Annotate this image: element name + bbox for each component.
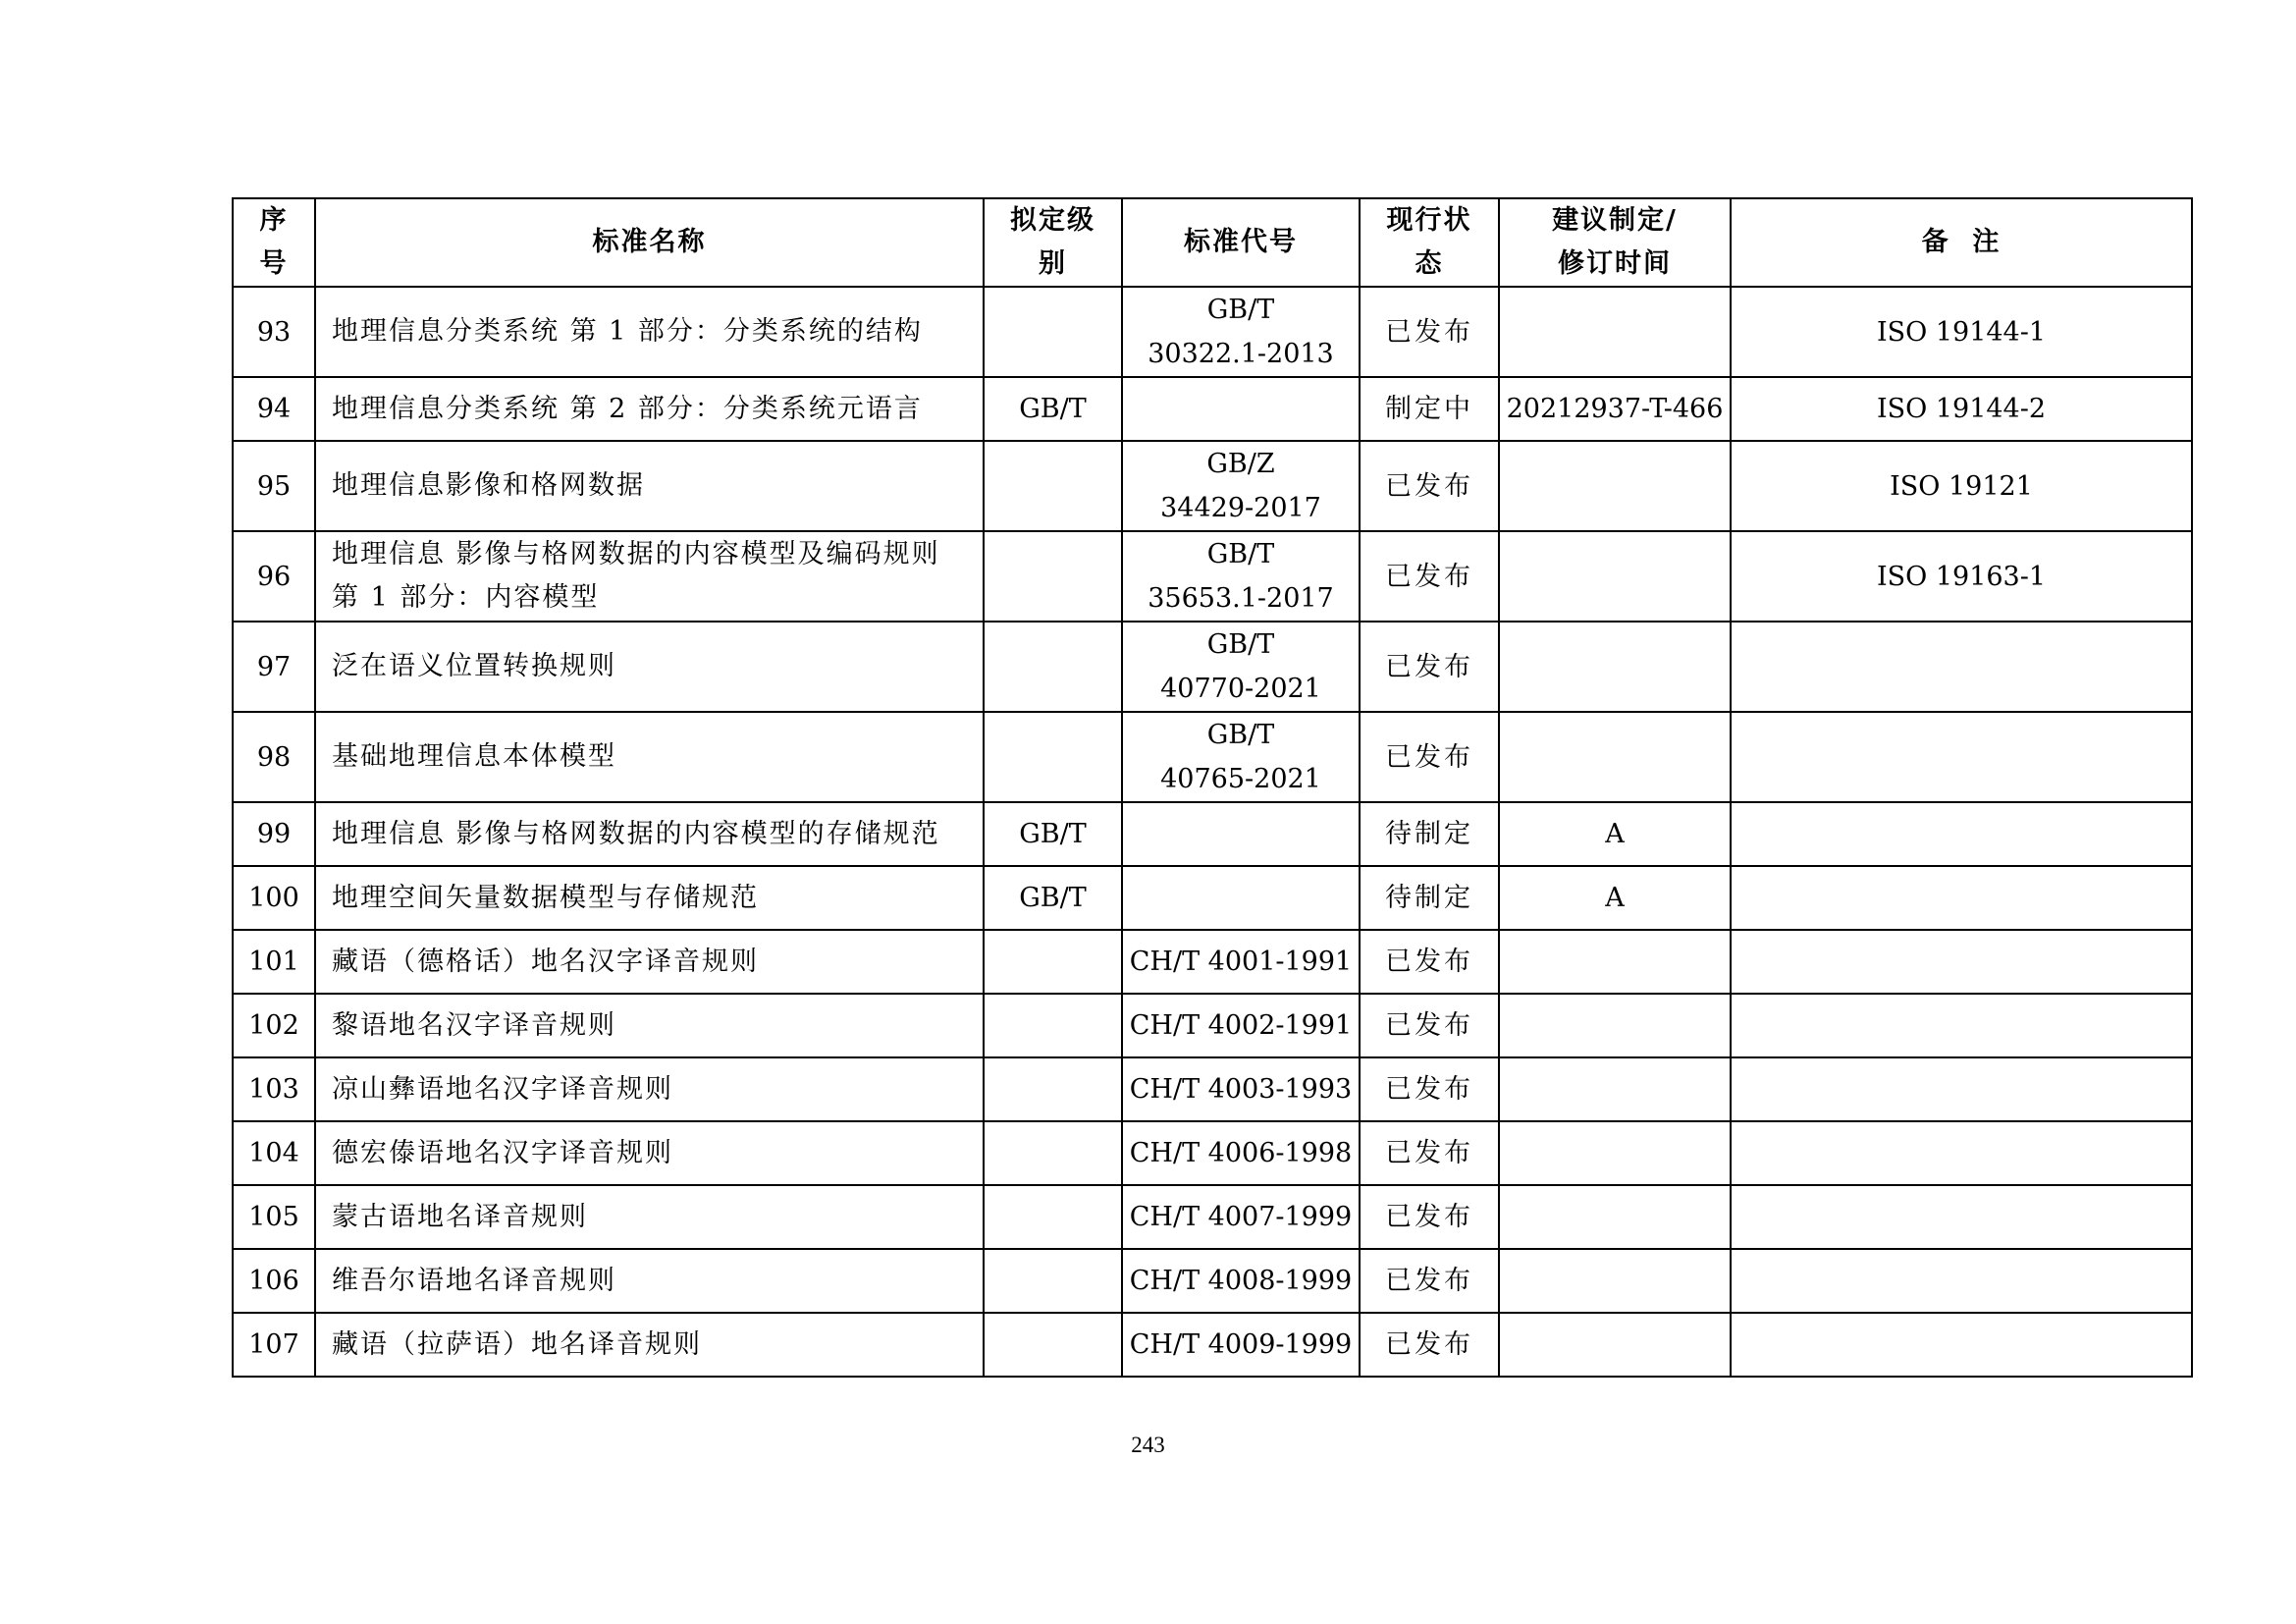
table-row	[233, 866, 2192, 930]
cell-note	[1731, 994, 2192, 1057]
table-row	[233, 1057, 2192, 1121]
cell-code-line2: 40770-2021	[1160, 674, 1321, 704]
cell-time	[1499, 441, 1731, 531]
cell-time	[1499, 1313, 1731, 1377]
cell-code	[1122, 441, 1360, 531]
table-row	[233, 531, 2192, 622]
cell-name: 凉山彝语地名汉字译音规则	[315, 1057, 984, 1121]
cell-code	[1122, 531, 1360, 622]
cell-note	[1731, 712, 2192, 802]
cell-status: 已发布	[1360, 287, 1499, 377]
cell-time	[1499, 1249, 1731, 1313]
cell-note	[1731, 930, 2192, 994]
cell-note	[1731, 622, 2192, 712]
cell-seq: 100	[233, 866, 315, 930]
cell-name: 地理信息 影像与格网数据的内容模型及编码规则 第 1 部分：内容模型	[315, 531, 984, 622]
cell-code	[1122, 712, 1360, 802]
cell-seq: 101	[233, 930, 315, 994]
table-row	[233, 1121, 2192, 1185]
header-seq	[233, 198, 315, 287]
cell-status: 已发布	[1360, 1249, 1499, 1313]
cell-code-line1: GB/T	[1206, 295, 1275, 325]
cell-level	[984, 1313, 1122, 1377]
cell-code-line2: 34429-2017	[1160, 493, 1321, 523]
cell-seq: 107	[233, 1313, 315, 1377]
cell-status: 制定中	[1360, 377, 1499, 441]
cell-level	[984, 622, 1122, 712]
cell-note	[1731, 1249, 2192, 1313]
cell-level: GB/T	[984, 377, 1122, 441]
header-row	[233, 198, 2192, 287]
cell-name: 基础地理信息本体模型	[315, 712, 984, 802]
header-level-line1: 拟定级	[1010, 205, 1095, 236]
cell-level: GB/T	[984, 802, 1122, 866]
cell-name: 藏语（拉萨语）地名译音规则	[315, 1313, 984, 1377]
cell-level	[984, 930, 1122, 994]
cell-note	[1731, 802, 2192, 866]
cell-code-line2: 40765-2021	[1160, 764, 1321, 794]
cell-status: 已发布	[1360, 1057, 1499, 1121]
header-time	[1499, 198, 1731, 287]
cell-code: CH/T 4008-1999	[1122, 1249, 1360, 1313]
cell-level	[984, 441, 1122, 531]
page-number: 243	[1131, 1433, 1165, 1457]
table-row	[233, 622, 2192, 712]
cell-note	[1731, 1185, 2192, 1249]
cell-code-line2: 30322.1-2013	[1148, 339, 1334, 369]
cell-level	[984, 1249, 1122, 1313]
cell-time	[1499, 622, 1731, 712]
cell-seq: 97	[233, 622, 315, 712]
cell-name: 地理信息分类系统 第 2 部分：分类系统元语言	[315, 377, 984, 441]
cell-name: 维吾尔语地名译音规则	[315, 1249, 984, 1313]
cell-level	[984, 531, 1122, 622]
cell-code: CH/T 4007-1999	[1122, 1185, 1360, 1249]
cell-name: 地理信息影像和格网数据	[315, 441, 984, 531]
header-status-line1: 现行状	[1386, 205, 1472, 236]
cell-code	[1122, 622, 1360, 712]
header-time-line2: 修订时间	[1558, 248, 1672, 279]
cell-seq: 98	[233, 712, 315, 802]
cell-seq: 103	[233, 1057, 315, 1121]
cell-seq: 93	[233, 287, 315, 377]
cell-time	[1499, 930, 1731, 994]
cell-time	[1499, 1057, 1731, 1121]
cell-note	[1731, 1313, 2192, 1377]
header-seq-line1: 序	[259, 205, 289, 236]
cell-time: 20212937-T-466	[1499, 377, 1731, 441]
cell-time	[1499, 287, 1731, 377]
cell-name: 地理信息分类系统 第 1 部分：分类系统的结构	[315, 287, 984, 377]
table-header	[233, 198, 2192, 287]
cell-time	[1499, 1185, 1731, 1249]
header-name: 标准名称	[315, 198, 984, 287]
cell-seq: 106	[233, 1249, 315, 1313]
cell-level	[984, 994, 1122, 1057]
cell-code	[1122, 287, 1360, 377]
cell-code-line1: GB/Z	[1206, 449, 1275, 479]
cell-code-line1: GB/T	[1206, 720, 1275, 750]
cell-seq: 102	[233, 994, 315, 1057]
cell-note: ISO 19163-1	[1731, 531, 2192, 622]
table-row	[233, 441, 2192, 531]
header-level	[984, 198, 1122, 287]
cell-seq: 96	[233, 531, 315, 622]
cell-seq: 99	[233, 802, 315, 866]
cell-note: ISO 19121	[1731, 441, 2192, 531]
cell-name: 德宏傣语地名汉字译音规则	[315, 1121, 984, 1185]
cell-status: 已发布	[1360, 531, 1499, 622]
header-note: 备 注	[1731, 198, 2192, 287]
cell-level	[984, 712, 1122, 802]
cell-level: GB/T	[984, 866, 1122, 930]
header-status-line2: 态	[1415, 248, 1444, 279]
cell-name: 黎语地名汉字译音规则	[315, 994, 984, 1057]
cell-name: 泛在语义位置转换规则	[315, 622, 984, 712]
cell-level	[984, 287, 1122, 377]
cell-code	[1122, 866, 1360, 930]
cell-level	[984, 1185, 1122, 1249]
cell-note: ISO 19144-2	[1731, 377, 2192, 441]
cell-time: A	[1499, 802, 1731, 866]
cell-note	[1731, 1121, 2192, 1185]
table-row	[233, 802, 2192, 866]
cell-note	[1731, 866, 2192, 930]
cell-status: 待制定	[1360, 866, 1499, 930]
table-row	[233, 1313, 2192, 1377]
cell-time	[1499, 712, 1731, 802]
cell-seq: 104	[233, 1121, 315, 1185]
table-row	[233, 1249, 2192, 1313]
cell-level	[984, 1121, 1122, 1185]
header-time-line1: 建议制定/	[1552, 205, 1678, 236]
cell-note	[1731, 1057, 2192, 1121]
cell-code: CH/T 4006-1998	[1122, 1121, 1360, 1185]
cell-code-line1: GB/T	[1206, 629, 1275, 660]
cell-seq: 95	[233, 441, 315, 531]
cell-note: ISO 19144-1	[1731, 287, 2192, 377]
header-code: 标准代号	[1122, 198, 1360, 287]
cell-seq: 105	[233, 1185, 315, 1249]
cell-status: 已发布	[1360, 1185, 1499, 1249]
cell-name: 藏语（德格话）地名汉字译音规则	[315, 930, 984, 994]
standards-table	[232, 197, 2193, 1378]
cell-code	[1122, 377, 1360, 441]
cell-name: 蒙古语地名译音规则	[315, 1185, 984, 1249]
cell-code: CH/T 4003-1993	[1122, 1057, 1360, 1121]
cell-status: 已发布	[1360, 1121, 1499, 1185]
cell-code: CH/T 4002-1991	[1122, 994, 1360, 1057]
cell-level	[984, 1057, 1122, 1121]
cell-code-line2: 35653.1-2017	[1148, 583, 1334, 614]
cell-name: 地理空间矢量数据模型与存储规范	[315, 866, 984, 930]
cell-status: 已发布	[1360, 994, 1499, 1057]
table-body	[233, 287, 2192, 1377]
cell-time	[1499, 1121, 1731, 1185]
cell-code	[1122, 802, 1360, 866]
header-status	[1360, 198, 1499, 287]
cell-status: 待制定	[1360, 802, 1499, 866]
cell-status: 已发布	[1360, 622, 1499, 712]
header-level-line2: 别	[1039, 248, 1067, 279]
cell-code-line1: GB/T	[1206, 539, 1275, 569]
table-row	[233, 1185, 2192, 1249]
table-row	[233, 377, 2192, 441]
table-row	[233, 287, 2192, 377]
cell-seq: 94	[233, 377, 315, 441]
table-row	[233, 712, 2192, 802]
cell-status: 已发布	[1360, 1313, 1499, 1377]
cell-time: A	[1499, 866, 1731, 930]
cell-code: CH/T 4001-1991	[1122, 930, 1360, 994]
cell-time	[1499, 531, 1731, 622]
cell-code: CH/T 4009-1999	[1122, 1313, 1360, 1377]
cell-status: 已发布	[1360, 441, 1499, 531]
cell-status: 已发布	[1360, 712, 1499, 802]
table-row	[233, 994, 2192, 1057]
table-row	[233, 930, 2192, 994]
header-seq-line2: 号	[259, 248, 289, 279]
cell-time	[1499, 994, 1731, 1057]
cell-status: 已发布	[1360, 930, 1499, 994]
cell-name: 地理信息 影像与格网数据的内容模型的存储规范	[315, 802, 984, 866]
